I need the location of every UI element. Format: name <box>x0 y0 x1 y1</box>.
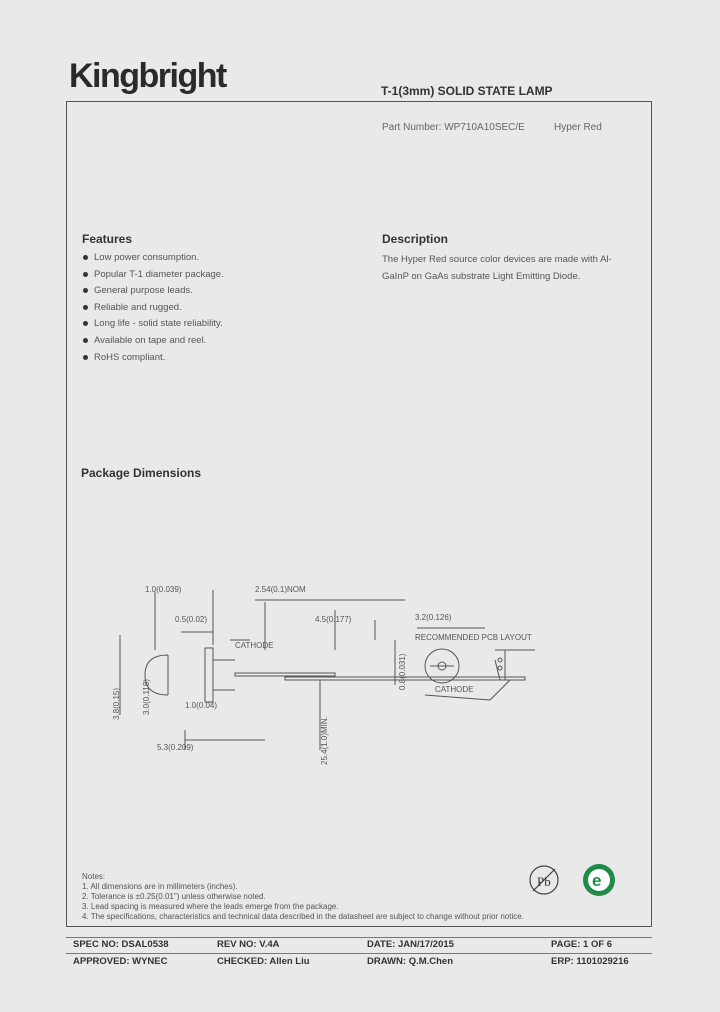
dim-label-min-length: 25.4(1.0)MIN. <box>320 716 329 765</box>
footer-rule-top <box>66 937 652 938</box>
bullet-icon <box>83 255 88 260</box>
erp-number: ERP: 1101029216 <box>551 956 629 967</box>
dim-label-flange: 1.0(0.039) <box>145 585 182 594</box>
content-frame <box>66 101 652 927</box>
features-list <box>82 252 224 368</box>
pb-icon-text: Pb <box>537 874 551 889</box>
dim-label-height: 5.3(0.209) <box>157 743 194 752</box>
features-heading: Features <box>82 232 133 246</box>
package-dimensions-heading: Package Dimensions <box>81 466 202 480</box>
dim-label-flat: CATHODE <box>435 685 474 694</box>
dim-label-dia-outer: 3.0(0.118) <box>142 679 151 715</box>
bullet-icon <box>83 305 88 310</box>
checked: CHECKED: Allen Liu <box>217 956 310 967</box>
bullet-icon <box>83 272 88 277</box>
dim-label-hole: 0.8(0.031) <box>398 653 407 690</box>
dim-label-dia-flange: 3.8(0.15) <box>112 687 121 720</box>
rev-no: REV NO: V.4A <box>217 939 280 950</box>
kingbright-logo: Kingbright <box>69 57 226 95</box>
bullet-icon <box>83 338 88 343</box>
date: DATE: JAN/17/2015 <box>367 939 454 950</box>
spec-no: SPEC NO: DSAL0538 <box>73 939 169 950</box>
bullet-icon <box>83 321 88 326</box>
dim-label-end-view: 3.2(0.126) <box>415 613 452 622</box>
list-item: Long life - solid state reliability. <box>82 318 224 335</box>
e-icon-text: e <box>592 871 602 890</box>
list-item: General purpose leads. <box>82 285 224 302</box>
pb-free-icon <box>528 864 560 896</box>
list-item: Low power consumption. <box>82 252 224 269</box>
bullet-icon <box>83 355 88 360</box>
package-dimensions-drawing <box>105 580 645 770</box>
list-item: Available on tape and reel. <box>82 335 224 352</box>
part-color: Hyper Red <box>554 122 602 133</box>
list-item: Reliable and rugged. <box>82 302 224 319</box>
list-item: Popular T-1 diameter package. <box>82 269 224 286</box>
part-number: Part Number: WP710A10SEC/E <box>382 122 525 133</box>
dim-label-pitch: 2.54(0.1)NOM <box>255 585 306 594</box>
description-heading: Description <box>382 232 449 246</box>
drawn: DRAWN: Q.M.Chen <box>367 956 454 967</box>
description-text: The Hyper Red source color devices are made with Al- GaInP on GaAs substrate Light Emitting Diode. <box>382 254 612 282</box>
dim-label-body-len: 4.5(0.177) <box>315 615 352 624</box>
dim-label-standoff: 1.0(0.04) <box>185 701 218 710</box>
document-title: T-1(3mm) SOLID STATE LAMP <box>381 84 553 98</box>
list-item: RoHS compliant. <box>82 352 224 369</box>
approved: APPROVED: WYNEC <box>73 956 168 967</box>
footer-rule-middle <box>66 953 652 954</box>
dim-label-cathode: CATHODE <box>235 641 274 650</box>
dim-label-lead-dia: 0.5(0.02) <box>175 615 208 624</box>
page-number: PAGE: 1 OF 6 <box>551 939 613 950</box>
notes-block: Notes: 1. All dimensions are in millimeters (inches). 2. Tolerance is ±0.25(0.01") unless otherwise noted. 3. Lead spacing is measured where the leads emerge from the package. 4. The specifications, characteristics and technical data described in the datasheet are subject to change without prior notice. <box>82 872 524 921</box>
dim-label-recommended: RECOMMENDED PCB LAYOUT <box>415 633 532 642</box>
bullet-icon <box>83 288 88 293</box>
environment-e-icon <box>581 862 617 898</box>
